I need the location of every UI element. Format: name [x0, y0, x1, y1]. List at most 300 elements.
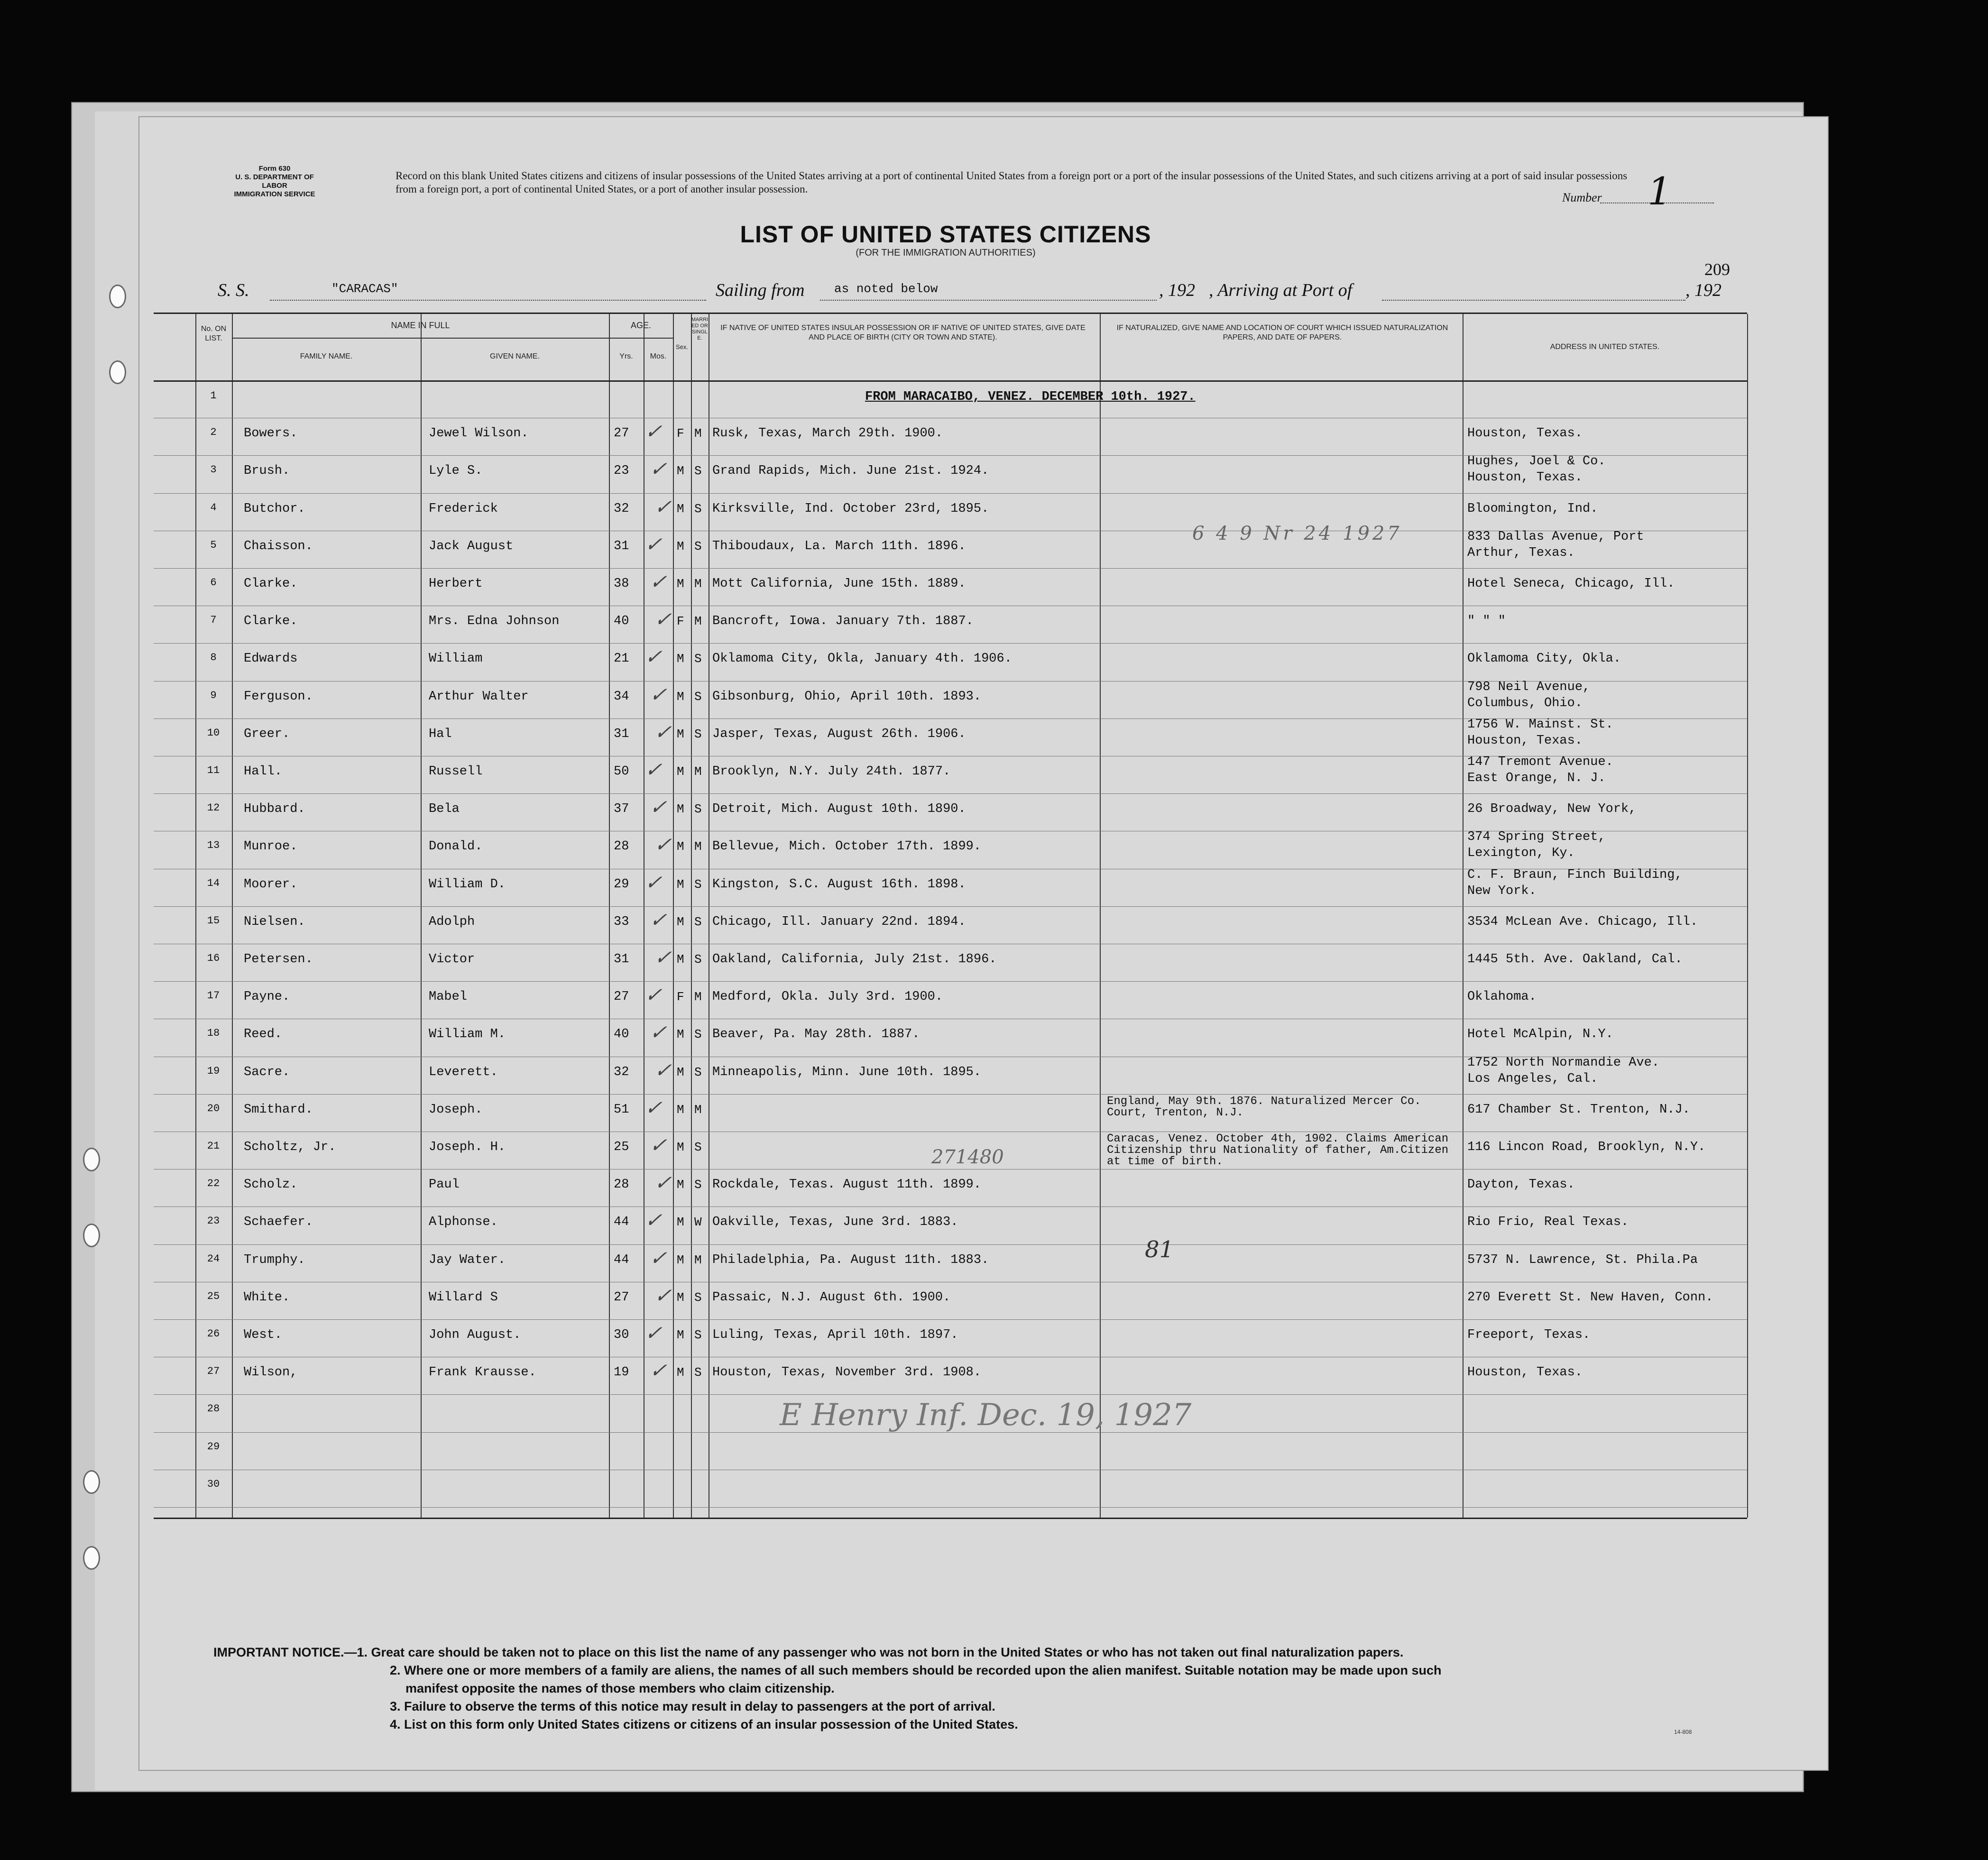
age-years: 40: [614, 614, 629, 629]
age-years: 25: [614, 1140, 629, 1154]
address-line: 1752 North Normandie Ave.: [1467, 1055, 1660, 1070]
birthplace-date: Detroit, Mich. August 10th. 1890.: [712, 802, 966, 817]
form-header-block: [222, 165, 327, 199]
family-name: Munroe.: [244, 839, 298, 854]
row-number: 2: [210, 426, 217, 439]
passenger-table: [154, 313, 1747, 1519]
family-name: Greer.: [244, 727, 290, 741]
address-line: 270 Everett St. New Haven, Conn.: [1467, 1290, 1713, 1305]
family-name: Payne.: [244, 990, 290, 1004]
check-mark-icon: ✓: [647, 682, 673, 706]
family-name: Moorer.: [244, 877, 298, 892]
given-name: Leverett.: [429, 1065, 498, 1079]
row-number: 9: [210, 689, 217, 701]
age-years: 40: [614, 1027, 629, 1042]
notice-item: [213, 1679, 1755, 1697]
birthplace-date: Kingston, S.C. August 16th. 1898.: [712, 877, 966, 892]
address-line: 5737 N. Lawrence, St. Phila.Pa: [1467, 1252, 1698, 1267]
family-name: Hall.: [244, 764, 283, 779]
age-years: 38: [614, 577, 629, 591]
sex: M: [677, 1065, 684, 1079]
address-line: Oklamoma City, Okla.: [1467, 652, 1621, 666]
age-years: 44: [614, 1252, 629, 1267]
row-number: 22: [207, 1178, 220, 1190]
row-divider: [154, 793, 1747, 794]
age-years: 27: [614, 426, 629, 441]
row-number: 5: [210, 539, 217, 551]
birthplace-date: Kirksville, Ind. October 23rd, 1895.: [712, 501, 989, 516]
ss-label: S. S.: [218, 280, 249, 300]
given-name: Frank Krausse.: [429, 1365, 536, 1380]
marital-status: M: [694, 1102, 702, 1117]
marital-status: M: [694, 764, 702, 779]
sex: M: [677, 501, 684, 516]
age-years: 30: [614, 1328, 629, 1342]
marital-status: M: [694, 1252, 702, 1267]
given-name: John August.: [429, 1328, 521, 1342]
marital-status: S: [694, 1365, 702, 1380]
address-line: Dayton, Texas.: [1467, 1178, 1575, 1192]
row-number: 12: [207, 802, 220, 814]
birthplace-date: Beaver, Pa. May 28th. 1887.: [712, 1027, 920, 1042]
birthplace-date: Grand Rapids, Mich. June 21st. 1924.: [712, 464, 989, 479]
age-years: 31: [614, 727, 629, 741]
address-line: Houston, Texas.: [1467, 733, 1583, 748]
notice-item: [213, 1643, 1755, 1661]
check-mark-icon: ✓: [643, 420, 668, 443]
sex: M: [677, 577, 684, 591]
given-name: Victor: [429, 952, 475, 967]
birthplace-date: Jasper, Texas, August 26th. 1906.: [712, 727, 966, 741]
check-mark-icon: ✓: [647, 1133, 673, 1157]
binder-hole: [83, 1224, 100, 1247]
given-name: William M.: [429, 1027, 506, 1042]
given-name: Lyle S.: [429, 464, 483, 479]
sex: M: [677, 1365, 684, 1380]
age-years: 27: [614, 1290, 629, 1305]
check-mark-icon: ✓: [652, 1171, 678, 1195]
age-years: 23: [614, 464, 629, 479]
marital-status: S: [694, 727, 702, 741]
sex: F: [677, 426, 684, 441]
page-number: 209: [1704, 260, 1730, 279]
dotted-line: [1382, 300, 1685, 301]
notice-text: 3. Failure to observe the terms of this notice may result in delay to passengers at the port of arrival.: [390, 1699, 995, 1713]
row-number: 7: [210, 614, 217, 626]
birthplace-date: Oakland, California, July 21st. 1896.: [712, 952, 997, 967]
form-number: Form 630: [258, 165, 291, 173]
row-number: 6: [210, 577, 217, 589]
address-line: Columbus, Ohio.: [1467, 696, 1583, 710]
binder-hole: [83, 1470, 100, 1494]
col-header-marital: MARRIED OR SINGLE.: [691, 317, 709, 341]
handwritten-annotation: 271480: [931, 1146, 1004, 1168]
age-years: 44: [614, 1215, 629, 1230]
check-mark-icon: ✓: [647, 908, 673, 931]
row-number: 8: [210, 652, 217, 664]
binder-hole: [109, 360, 126, 384]
birthplace-date: Medford, Okla. July 3rd. 1900.: [712, 990, 943, 1004]
address-line: Hughes, Joel & Co.: [1467, 454, 1606, 469]
marital-status: M: [694, 577, 702, 591]
address-line: 798 Neil Avenue,: [1467, 680, 1591, 694]
given-name: Arthur Walter: [429, 689, 529, 704]
age-years: 19: [614, 1365, 629, 1380]
family-name: Wilson,: [244, 1365, 298, 1380]
family-name: Reed.: [244, 1027, 283, 1042]
voyage-line: [218, 276, 1745, 304]
address-line: Houston, Texas.: [1467, 470, 1583, 485]
address-line: " " ": [1467, 614, 1506, 629]
family-name: Bowers.: [244, 426, 298, 441]
age-years: 32: [614, 501, 629, 516]
address-line: 374 Spring Street,: [1467, 830, 1606, 845]
birthplace-date: Bellevue, Mich. October 17th. 1899.: [712, 839, 982, 854]
birthplace-date: Rockdale, Texas. August 11th. 1899.: [712, 1178, 982, 1192]
birthplace-date: Minneapolis, Minn. June 10th. 1895.: [712, 1065, 982, 1079]
row-divider: [154, 1319, 1747, 1320]
row-number: 25: [207, 1290, 220, 1302]
check-mark-icon: ✓: [643, 1208, 668, 1232]
check-mark-icon: ✓: [652, 608, 678, 631]
age-years: 29: [614, 877, 629, 892]
row-number: 15: [207, 914, 220, 927]
address-line: New York.: [1467, 884, 1537, 898]
sex: M: [677, 727, 684, 741]
marital-status: S: [694, 914, 702, 929]
notice-text: 4. List on this form only United States citizens or citizens of an insular possession of the United States.: [390, 1717, 1018, 1731]
birthplace-date: Luling, Texas, April 10th. 1897.: [712, 1328, 958, 1342]
address-line: C. F. Braun, Finch Building,: [1467, 867, 1683, 882]
row-number: 11: [207, 764, 220, 776]
row-number: 1: [210, 390, 217, 402]
column-divider: [1747, 314, 1748, 1518]
given-name: Paul: [429, 1178, 460, 1192]
address-line: Houston, Texas.: [1467, 1365, 1583, 1380]
row-number: 18: [207, 1027, 220, 1040]
row-number: 17: [207, 990, 220, 1002]
naturalization-info: Caracas, Venez. October 4th, 1902. Claims American Citizenship thru Nationality of father, Am.Citizen at time of birth.: [1107, 1133, 1449, 1168]
check-mark-icon: ✓: [643, 870, 668, 894]
given-name: Joseph.: [429, 1102, 483, 1117]
check-mark-icon: ✓: [643, 645, 668, 669]
birthplace-date: Passaic, N.J. August 6th. 1900.: [712, 1290, 951, 1305]
address-line: 3534 McLean Ave. Chicago, Ill.: [1467, 914, 1698, 929]
row-number: 26: [207, 1328, 220, 1340]
column-divider: [1100, 314, 1101, 1518]
given-name: Mrs. Edna Johnson: [429, 614, 560, 629]
row-divider: [154, 568, 1747, 569]
birthplace-date: Houston, Texas, November 3rd. 1908.: [712, 1365, 982, 1380]
col-header-given: GIVEN NAME.: [490, 352, 540, 360]
notice-text: 2. Where one or more members of a family are aliens, the names of all such members should be recorded upon the alien manifest. Suitable notation may be made upon such: [390, 1663, 1442, 1677]
age-years: 28: [614, 839, 629, 854]
address-line: 1445 5th. Ave. Oakland, Cal.: [1467, 952, 1683, 967]
address-line: 833 Dallas Avenue, Port: [1467, 529, 1644, 544]
age-years: 27: [614, 990, 629, 1004]
given-name: Frederick: [429, 501, 498, 516]
address-line: Lexington, Ky.: [1467, 846, 1575, 861]
check-mark-icon: ✓: [647, 1359, 673, 1382]
year-prefix: , 192: [1159, 280, 1195, 300]
row-number: 14: [207, 877, 220, 889]
family-name: Clarke.: [244, 614, 298, 629]
page-title: LIST OF UNITED STATES CITIZENS: [740, 221, 1151, 248]
marital-status: S: [694, 1140, 702, 1154]
age-years: 37: [614, 802, 629, 817]
sex: M: [677, 1140, 684, 1154]
sex: M: [677, 464, 684, 479]
marital-status: S: [694, 877, 702, 892]
col-header-no: No. ON LIST.: [201, 325, 227, 342]
sex: M: [677, 652, 684, 666]
address-line: Rio Frio, Real Texas.: [1467, 1215, 1629, 1230]
notice-text: —1. Great care should be taken not to place on this list the name of any passenger who was not born in the United States or who has not taken out final naturalization papers.: [344, 1645, 1404, 1659]
header-bottom-border: [154, 380, 1747, 382]
family-name: Clarke.: [244, 577, 298, 591]
given-name: Bela: [429, 802, 460, 817]
birthplace-date: Bancroft, Iowa. January 7th. 1887.: [712, 614, 974, 629]
notice-item: [213, 1661, 1755, 1679]
notice-heading: IMPORTANT NOTICE.: [213, 1645, 344, 1659]
address-line: Los Angeles, Cal.: [1467, 1071, 1598, 1086]
row-divider: [154, 493, 1747, 494]
birthplace-date: Oakville, Texas, June 3rd. 1883.: [712, 1215, 958, 1230]
marital-status: S: [694, 1027, 702, 1042]
family-name: West.: [244, 1328, 283, 1342]
binder-hole: [83, 1148, 100, 1171]
check-mark-icon: ✓: [647, 1246, 673, 1270]
age-years: 21: [614, 652, 629, 666]
arriving-label: , Arriving at Port of: [1209, 280, 1353, 300]
birthplace-date: Oklamoma City, Okla, January 4th. 1906.: [712, 652, 1012, 666]
given-name: Hal: [429, 727, 452, 741]
given-name: Adolph: [429, 914, 475, 929]
marital-status: S: [694, 802, 702, 817]
age-years: 31: [614, 952, 629, 967]
check-mark-icon: ✓: [643, 983, 668, 1007]
address-line: Houston, Texas.: [1467, 426, 1583, 441]
col-header-mos: Mos.: [650, 352, 667, 360]
family-name: Petersen.: [244, 952, 313, 967]
given-name: Donald.: [429, 839, 483, 854]
header-subdivider: [232, 338, 673, 339]
address-line: Hotel McAlpin, N.Y.: [1467, 1027, 1613, 1042]
sex: M: [677, 1252, 684, 1267]
check-mark-icon: ✓: [647, 457, 673, 481]
voyage-heading: FROM MARACAIBO, VENEZ. DECEMBER 10th. 1927.: [865, 390, 1196, 404]
marital-status: M: [694, 426, 702, 441]
marital-status: M: [694, 614, 702, 629]
birthplace-date: Brooklyn, N.Y. July 24th. 1877.: [712, 764, 951, 779]
notice-item: [213, 1697, 1755, 1715]
family-name: Trumphy.: [244, 1252, 305, 1267]
dotted-line: [820, 300, 1157, 301]
row-number: 29: [207, 1440, 220, 1453]
sex: M: [677, 802, 684, 817]
given-name: Herbert: [429, 577, 483, 591]
sex: M: [677, 877, 684, 892]
row-number: 10: [207, 727, 220, 739]
family-name: Ferguson.: [244, 689, 313, 704]
column-divider: [691, 314, 692, 1518]
check-mark-icon: ✓: [643, 1096, 668, 1119]
binder-hole: [83, 1546, 100, 1570]
marital-status: S: [694, 1065, 702, 1079]
row-number: 3: [210, 464, 217, 476]
sailing-label: Sailing from: [716, 280, 805, 300]
sex: M: [677, 1102, 684, 1117]
check-mark-icon: ✓: [647, 795, 673, 819]
col-header-yrs: Yrs.: [619, 352, 633, 360]
form-code: 14-808: [1674, 1729, 1692, 1735]
birthplace-date: Mott California, June 15th. 1889.: [712, 577, 966, 591]
birthplace-date: Rusk, Texas, March 29th. 1900.: [712, 426, 943, 441]
sex: M: [677, 1215, 684, 1230]
given-name: Joseph. H.: [429, 1140, 506, 1154]
column-divider: [195, 314, 196, 1518]
address-line: Bloomington, Ind.: [1467, 501, 1598, 516]
check-mark-icon: ✓: [652, 1283, 678, 1307]
ship-name: "CARACAS": [331, 282, 398, 296]
marital-status: S: [694, 1290, 702, 1305]
address-line: 147 Tremont Avenue.: [1467, 755, 1613, 769]
row-divider: [154, 1244, 1747, 1245]
age-years: 28: [614, 1178, 629, 1192]
check-mark-icon: ✓: [652, 720, 678, 744]
sex: M: [677, 1290, 684, 1305]
row-number: 24: [207, 1252, 220, 1265]
given-name: William: [429, 652, 483, 666]
family-name: Sacre.: [244, 1065, 290, 1079]
handwritten-signature: E Henry Inf. Dec. 19, 1927: [780, 1398, 1192, 1433]
column-divider: [232, 314, 233, 1518]
row-divider: [154, 1206, 1747, 1207]
record-instructions: Record on this blank United States citizens and citizens of insular possessions of the United States arriving at a port of continental United States from a foreign port or a port of the insular possessions of the United States, and such citizens arriving at a port of said insular possessions from a foreign port, a port of continental United States, or a port of another insular possession.: [396, 170, 1628, 195]
check-mark-icon: ✓: [643, 1321, 668, 1344]
family-name: Edwards: [244, 652, 298, 666]
marital-status: M: [694, 990, 702, 1004]
check-mark-icon: ✓: [647, 570, 673, 593]
check-mark-icon: ✓: [643, 532, 668, 556]
row-number: 23: [207, 1215, 220, 1227]
family-name: Schaefer.: [244, 1215, 313, 1230]
handwritten-annotation: 81: [1145, 1236, 1174, 1263]
given-name: Jack August: [429, 539, 514, 553]
column-divider: [421, 314, 422, 1518]
row-number: 28: [207, 1403, 220, 1415]
marital-status: S: [694, 1328, 702, 1342]
row-number: 30: [207, 1478, 220, 1490]
family-name: Butchor.: [244, 501, 305, 516]
birthplace-date: Gibsonburg, Ohio, April 10th. 1893.: [712, 689, 982, 704]
sex: M: [677, 539, 684, 553]
handwritten-annotation: 6 4 9 Nr 24 1927: [1192, 523, 1402, 544]
col-header-family: FAMILY NAME.: [300, 352, 353, 360]
given-name: William D.: [429, 877, 506, 892]
age-years: 33: [614, 914, 629, 929]
sex: F: [677, 990, 684, 1004]
col-header-name: NAME IN FULL: [391, 321, 450, 330]
column-divider: [609, 314, 610, 1518]
family-name: Nielsen.: [244, 914, 305, 929]
row-number: 19: [207, 1065, 220, 1077]
address-line: 617 Chamber St. Trenton, N.J.: [1467, 1102, 1690, 1117]
family-name: White.: [244, 1290, 290, 1305]
sailing-from-value: as noted below: [834, 282, 938, 296]
marital-status: S: [694, 1178, 702, 1192]
check-mark-icon: ✓: [652, 495, 678, 518]
row-divider: [154, 906, 1747, 907]
check-mark-icon: ✓: [652, 833, 678, 856]
given-name: Russell: [429, 764, 483, 779]
marital-status: S: [694, 464, 702, 479]
address-line: East Orange, N. J.: [1467, 771, 1606, 785]
binder-hole: [109, 285, 126, 308]
row-number: 4: [210, 501, 217, 514]
sex: M: [677, 764, 684, 779]
row-number: 13: [207, 839, 220, 852]
important-notice: [213, 1643, 1755, 1733]
col-header-naturalized: IF NATURALIZED, GIVE NAME AND LOCATION OF COURT WHICH ISSUED NATURALIZATION PAPERS, AND DATE OF PAPERS.: [1116, 324, 1448, 341]
address-line: Arthur, Texas.: [1467, 545, 1575, 560]
given-name: Mabel: [429, 990, 468, 1004]
marital-status: M: [694, 839, 702, 854]
age-years: 31: [614, 539, 629, 553]
family-name: Scholz.: [244, 1178, 298, 1192]
address-line: Freeport, Texas.: [1467, 1328, 1591, 1342]
col-header-address: ADDRESS IN UNITED STATES.: [1550, 343, 1660, 351]
address-line: Hotel Seneca, Chicago, Ill.: [1467, 577, 1675, 591]
column-divider: [673, 314, 674, 1518]
page-subtitle: (FOR THE IMMIGRATION AUTHORITIES): [856, 248, 1036, 258]
check-mark-icon: ✓: [652, 1058, 678, 1082]
birthplace-date: Chicago, Ill. January 22nd. 1894.: [712, 914, 966, 929]
sex: M: [677, 1027, 684, 1042]
row-divider: [154, 1507, 1747, 1508]
row-divider: [154, 981, 1747, 982]
row-divider: [154, 643, 1747, 644]
given-name: Alphonse.: [429, 1215, 498, 1230]
address-line: 116 Lincon Road, Brooklyn, N.Y.: [1467, 1140, 1706, 1154]
check-mark-icon: ✓: [643, 758, 668, 781]
given-name: Jewel Wilson.: [429, 426, 529, 441]
sex: F: [677, 614, 684, 629]
sex: M: [677, 914, 684, 929]
sex: M: [677, 1328, 684, 1342]
row-number: 16: [207, 952, 220, 964]
notice-text: manifest opposite the names of those members who claim citizenship.: [405, 1681, 835, 1695]
col-header-sex: Sex.: [675, 343, 688, 350]
sex: M: [677, 839, 684, 854]
row-number: 27: [207, 1365, 220, 1378]
birthplace-date: Philadelphia, Pa. August 11th. 1883.: [712, 1252, 989, 1267]
sex: M: [677, 952, 684, 967]
row-number: 20: [207, 1102, 220, 1114]
marital-status: S: [694, 539, 702, 553]
marital-status: W: [694, 1215, 702, 1230]
address-line: Oklahoma.: [1467, 990, 1537, 1004]
marital-status: S: [694, 501, 702, 516]
department-name: U. S. DEPARTMENT OF LABOR: [235, 173, 314, 190]
birthplace-date: Thiboudaux, La. March 11th. 1896.: [712, 539, 966, 553]
family-name: Chaisson.: [244, 539, 313, 553]
sex: M: [677, 1178, 684, 1192]
age-years: 51: [614, 1102, 629, 1117]
given-name: Jay Water.: [429, 1252, 506, 1267]
row-divider: [154, 1094, 1747, 1095]
col-header-birth: IF NATIVE OF UNITED STATES INSULAR POSSESSION OR IF NATIVE OF UNITED STATES, GIVE DATE AND PLACE OF BIRTH (CITY OR TOWN AND STATE).: [720, 324, 1086, 341]
